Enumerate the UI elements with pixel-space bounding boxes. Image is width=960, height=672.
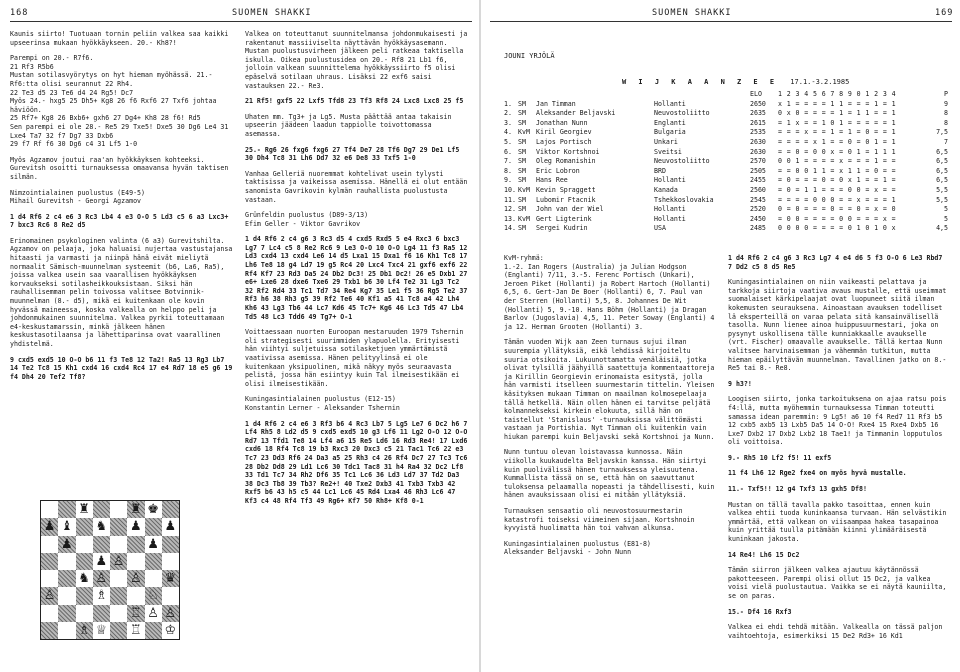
player-name: Lajos Portisch: [536, 137, 592, 146]
chess-piece-icon: [145, 622, 162, 639]
points: 8: [944, 109, 948, 118]
chess-piece-icon: [41, 622, 58, 639]
player-name: Viktor Kortshnoi: [536, 147, 600, 156]
chess-piece-icon: [76, 518, 93, 535]
chess-piece-icon: ♖: [130, 605, 142, 621]
table-row: [504, 100, 950, 110]
chess-piece-icon: [127, 536, 144, 553]
board-square-f5: [127, 553, 144, 570]
chess-piece-icon: [76, 536, 93, 553]
board-square-e5: [110, 553, 127, 570]
paragraph: Turnauksen sensaatio oli neuvostosuurmestarin katastrofi toiseksi viimeinen sijaan. Kortshnoin kyvyistä huolimatta hän toi vahvan alkunsa.: [504, 507, 695, 533]
paragraph: Loogisen siirto, jonka tarkoituksena on ajaa ratsu pois f4:llä, mutta myöhemmin turnauksessa Timman toteutti samassa idean paremmin: 9 Lg5! a6 10 f4 Red7 11 Rf3 b5 12 cxb5 axb5 13 Lxb5 Da5 14 O-O! Rxe4 15 Rxe4 Dxb5 16 Lxe7 Dxb2 17 Dxb2 Lxb2 18 Tae1! ja Timmanin lopputulos oli voittoisa.: [728, 395, 947, 447]
board-square-b8: [58, 501, 75, 518]
results-grid: x 1 = = = = 1 1 = = = 1 = 1: [778, 99, 896, 108]
elo: 2450: [750, 214, 766, 223]
points-label: P: [944, 90, 948, 98]
board-square-h6: [162, 536, 179, 553]
chess-piece-icon: ♗: [95, 588, 108, 604]
elo: 2545: [750, 195, 766, 204]
points: 8: [944, 118, 948, 127]
board-square-g7: [145, 518, 162, 535]
player-name: Hans Ree: [536, 176, 568, 185]
chess-piece-icon: [110, 501, 127, 518]
board-square-a2: [41, 605, 58, 622]
elo: 2650: [750, 99, 766, 108]
chess-piece-icon: [110, 622, 127, 639]
rank: 6.: [504, 147, 512, 156]
board-square-f7: [127, 518, 144, 535]
paragraph: Nunn tuntuu olevan loistavassa kunnossa. Näin viikolla kuukaudelta Beljavskin kanssa. Hän siirtyi kuin puolivälissä hänen turnauksessa yleisuutena. Kummallista tässä on se, että hän on saavuttanut tuloksensa pelaamalla nopeasti ja tähdellisesti, kuin hänen avauksissaan olisi ei mitään yllätyksiä.: [504, 448, 715, 500]
points: 6,5: [936, 176, 948, 185]
board-square-h3: [162, 587, 179, 604]
player-name: Oleg Romanishin: [536, 157, 596, 166]
chess-piece-icon: ♟: [130, 519, 142, 535]
board-square-g6: [145, 536, 162, 553]
title: KvM: [518, 128, 530, 137]
board-square-b4: [58, 570, 75, 587]
country: Hollanti: [654, 176, 686, 185]
article-column-4: [728, 254, 950, 666]
board-square-f8: [127, 501, 144, 518]
chess-piece-icon: [110, 570, 127, 587]
chess-piece-icon: ♙: [95, 571, 108, 587]
chess-piece-icon: [93, 605, 110, 622]
chess-piece-icon: [58, 501, 75, 518]
board-square-e4: [110, 570, 127, 587]
points: 6,5: [936, 147, 948, 156]
chess-piece-icon: ♙: [130, 571, 142, 587]
title: SM: [518, 99, 526, 108]
board-square-e3: [110, 587, 127, 604]
title: SM: [518, 176, 526, 185]
paragraph: Kaunis siirto! Tuotuaan tornin peliin valkea saa kaikki upseerinsa mukaan hyökkäykseen. 20.- Kh8?!: [10, 30, 229, 47]
country: Hollanti: [654, 205, 686, 214]
player-name: Lubomir Ftacnik: [536, 195, 596, 204]
paragraph: 15.- Df4 16 Rxf3: [728, 607, 792, 616]
board-square-f3: [127, 587, 144, 604]
board-square-g2: [145, 605, 162, 622]
running-header-right: SUOMEN SHAKKI: [652, 8, 732, 18]
chess-piece-icon: [41, 501, 58, 518]
chess-piece-icon: [127, 587, 144, 604]
board-square-h2: [162, 605, 179, 622]
paragraph: Grünfeldin puolustus (D89-3/13) Efim Geller - Viktor Gavrikov: [245, 211, 369, 228]
chess-piece-icon: [162, 553, 179, 570]
paragraph: 11.- Txf5!! 12 g4 Txf3 13 gxh5 Df8!: [728, 485, 867, 494]
table-row: [504, 109, 950, 119]
results-grid: 0 = 0 = = = 0 = = 0 = x = 0: [778, 205, 896, 214]
paragraph: Myös Agzamov joutui raa'an hyökkäyksen kohteeksi. Gurevitsh osoitti turnauksessa omaavansa hyvän taktisen silmän.: [10, 155, 229, 181]
paragraph: Kuningasintialainen on niin vaikeasti pelattava ja tarkkoja siirtoja vaativa avaus mustalle, että useimmat suomalaiset kärkipelaajat ovat luopuneet siitä ilman kokemusten seurauksena. Ainoastaan avauksen todelliset lä eksperteillä on varaa pelata sitä kansainvälisellä tasolla. Nunn lienee ainoa huippusuurmestari, joka on pysynyt uskollisena tälle kunniakkaalle avaukselle (vrt. Fischer) omaavalle avaukselle. Tällä kertaa Nunn valitsee harvinaisemman ja vähemmän tutkitun, mutta hieman epäilyttävän muunnelman. Tavallinen jatko on 8.- Re5 tai 8.- Re8.: [728, 278, 947, 373]
points: 6,5: [936, 166, 948, 175]
elo: 2635: [750, 109, 766, 118]
board-square-c5: [76, 553, 93, 570]
board-square-a3: [41, 587, 58, 604]
player-name: Aleksander Beljavski: [536, 109, 616, 118]
country: Neuvostoliitto: [654, 157, 710, 166]
chess-piece-icon: ♕: [95, 622, 108, 638]
chess-diagram: [40, 500, 180, 640]
grid-header: 1 2 3 4 5 6 7 8 9 0 1 2 3 4: [778, 90, 896, 98]
country: USA: [654, 224, 666, 233]
points: 7: [944, 137, 948, 146]
board-square-b3: [58, 587, 75, 604]
results-grid: 0 x 0 = = = = 1 = 1 1 = = 1: [778, 109, 896, 118]
board-square-d6: [93, 536, 110, 553]
chess-piece-icon: [41, 605, 58, 622]
player-name: Jonathan Nunn: [536, 118, 588, 127]
player-name: Jan Timman: [536, 99, 576, 108]
chess-piece-icon: [41, 536, 58, 553]
paragraph: 1 d4 Rf6 2 c4 g6 3 Rc3 d5 4 cxd5 Rxd5 5 e4 Rxc3 6 bxc3 Lg7 7 Lc4 c5 8 Re2 Rc6 9 Le3 O-O 10 O-O Lg4 11 f3 Ra5 12 Ld3 cxd4 13 cxd4 Le6 14 d5 Lxa1 15 Dxa1 f6 16 Kh1 Tc8 17 Lh6 Te8 18 g4 Ld7 19 g5 Rc4 20 Lxc4 Txc4 21 gxf6 exf6 22 Rf4 Kf7 23 Rd3 Da5 24 Db2 Dc3! 25 Db1 Dc2! 26 e5 Dxb1 27 e6+ Lxe6 28 dxe6 Txe6 29 Txb1 b6 30 Lf4 Te2 31 Lg3 Tc2 32 Rf2 Rd4 33 Tc1 Td7 34 Re4 Kg7 35 Le1 f5 36 Rg5 Te2 37 Rf3 h6 38 Rh3 g5 39 Rf2 Te6 40 Kf1 a5 41 Tc8 a4 42 Lh4 Kh6 43 Lg3 Tb6 44 Lc7 Kd6 45 Tc7+ Kg6 46 Lc3 Td5 47 Lb4 Td5 48 Lc3 Tdd6 49 Tg7+ O-1: [245, 235, 468, 321]
chess-piece-icon: [58, 587, 75, 604]
paragraph: 9 h3?!: [728, 379, 752, 388]
table-row: [504, 215, 950, 225]
chess-piece-icon: [76, 587, 93, 604]
chess-piece-icon: ♜: [130, 502, 142, 518]
results-grid: 0 0 1 = = = = x = = = 1 = =: [778, 157, 896, 166]
chess-piece-icon: [58, 605, 75, 622]
tournament-heading: [622, 78, 849, 86]
elo: 2615: [750, 118, 766, 127]
title: SM: [518, 109, 526, 118]
rank: 8.: [504, 166, 512, 175]
chess-piece-icon: ♞: [78, 571, 90, 587]
paragraph: Parempi on 20.- R7f6. 21 Rf3 R5b6 Mustan sotilasvyörytys on hyt hieman myöhässä. 21.- Rf6:tta olisi seurannut 22 Rh4. 22 Te3 d5 23 Te6 d4 24 Rg5! Dc7 Myös 24.- hxg5 25 Dh5+ Kg8 26 f6 Rxf6 27 Txf6 johtaa häviöön. 25 Rf7+ Kg8 26 Bxb6+ gxh6 27 Dg4+ Kh8 28 f6! Rd5 Sen parempi ei ole 28.- Re5 29 Txe5! Dxe5 30 Dg6 Le4 31 Lxe4 Ta7 32 f7 Dg7 33 Dxb6 29 f7 Rf f6 30 Dg6 c4 31 Lf5 1-0: [10, 54, 229, 149]
board-square-c7: [76, 518, 93, 535]
chess-piece-icon: [162, 501, 179, 518]
country: Tshekkoslovakia: [654, 195, 714, 204]
chess-piece-icon: [58, 570, 75, 587]
points: 5,5: [936, 195, 948, 204]
chess-piece-icon: [41, 570, 58, 587]
chess-piece-icon: ♟: [43, 519, 56, 535]
country: Hollanti: [654, 99, 686, 108]
player-name: Gert Ligterink: [536, 214, 592, 223]
board-square-c8: [76, 501, 93, 518]
results-grid: = = = = 0 0 0 = = x = = = 1: [778, 195, 896, 204]
elo: 2630: [750, 147, 766, 156]
results-grid: = = = x = = 1 = 1 = 0 = = 1: [778, 128, 896, 137]
paragraph: Vanhaa Gelleriä nuoremmat kohtelivat usein tylysti taktisissa ja vaikeissa asemissa. Hänellä ei olut entään sanomista Gavrikovin kylmän rauhallista puolustusta vastaan.: [245, 169, 468, 204]
chess-piece-icon: ♙: [147, 605, 159, 621]
paragraph: Mustan on tällä tavalla pakko tasoittaa, ennen kuin valkea ehtii tuoda kuninkaansa turvaan. Hän selvästikin ymmärtää, että valkean on viisaampaa hakea tasapainoa kuin yrittää tuulla pitämään kiinni ylimääräisestä kuninkaan jakosta.: [728, 500, 947, 544]
elo: 2520: [750, 205, 766, 214]
chess-piece-icon: ♙: [43, 588, 56, 604]
paragraph: 14 Re4! Lh6 15 Dc2: [728, 550, 800, 559]
chess-piece-icon: ♛: [164, 571, 177, 587]
points: 7,5: [936, 128, 948, 137]
player-name: Eric Lobron: [536, 166, 580, 175]
title: KvM: [518, 185, 530, 194]
paragraph: 1 d4 Rf6 2 c4 g6 3 Rc3 Lg7 4 e4 d6 5 f3 O-O 6 Le3 Rbd7 7 Dd2 c5 8 d5 Re5: [728, 254, 943, 271]
paragraph: Valkea ei ehdi tehdä mitään. Valkealla on tässä paljon vaihtoehtoja, esimerkiksi 15 De2 Rd3+ 16 Kd1: [728, 623, 943, 640]
board-square-d8: [93, 501, 110, 518]
chess-piece-icon: [76, 605, 93, 622]
results-grid: = = = = x 1 = = 0 = 0 1 = 1: [778, 137, 896, 146]
table-row: [504, 119, 950, 129]
elo: 2630: [750, 137, 766, 146]
results-grid: = 0 = = = 0 = 0 x 1 = = 1 =: [778, 176, 896, 185]
chess-piece-icon: [145, 570, 162, 587]
player-name: Kevin Spraggett: [536, 185, 596, 194]
board-square-b7: [58, 518, 75, 535]
board-square-a8: [41, 501, 58, 518]
paragraph: Kuningasintialainen puolustus (E12-15) Konstantin Lerner - Aleksander Tshernin: [245, 395, 400, 412]
board-square-e2: [110, 605, 127, 622]
board-square-c2: [76, 605, 93, 622]
paragraph: Erinomainen psykologinen valinta (6 a3) Gurevitshilta. Agzamov on pelaaja, joka haluaisi nujertaa vastustajansa hitaasti ja varmasti ja niinpä hänä eivät mieliytä normaalit Sämisch-muunnelman systeemit (b6, La6, Ra5), joissa valkea usein saa vaarallisen hyökkäyksen korvaukseksi sotilasheikkouksistaan. Siksi hän rauhallisemman pelin toivossa valitsee Botvinnik-muunnelman (8.- d5), mikä ei kuitenkaan ole kovin hyvässä maineessa, koska valkealla on helppo peli ja johdonmukainen suunnitelma. Valkea pyrkii toteuttamaan e4-keskustamarssin, minkä jälkeen hänen keskustasotilaansa ja lähettiparinsa ovat vaarallinen yhdistelmä.: [10, 236, 233, 348]
chess-piece-icon: ♟: [164, 519, 177, 535]
paragraph: Voittaessaan nuorten Euroopan mestaruuden 1979 Tshernin oli strategisesti suurimmiden ylapuolella. Erityisesti hän viihtyi suljetuissa sotilasketjuen ymmärtämistä vaativissa asemissa. Hänen pelityylinsä ei ole kuitenkaan yksipuolinen, mikä näkyy myös seuraavasta pelistä, jossa hän esiintyy kuin Tal ilmeisestikään ei olisi ilmeisestikään.: [245, 328, 464, 388]
chess-piece-icon: [162, 536, 179, 553]
title: SM: [518, 118, 526, 127]
board-square-g1: [145, 622, 162, 639]
board-square-e7: [110, 518, 127, 535]
board-square-d2: [93, 605, 110, 622]
title: SM: [518, 157, 526, 166]
board-square-g3: [145, 587, 162, 604]
board-square-b1: [58, 622, 75, 639]
table-row: [504, 186, 950, 196]
elo: 2535: [750, 128, 766, 137]
results-grid: = 0 = 1 1 = = = 0 0 = x = =: [778, 185, 896, 194]
rank: 1.: [504, 99, 512, 108]
chess-piece-icon: [110, 536, 127, 553]
elo: 2455: [750, 176, 766, 185]
board-square-h4: [162, 570, 179, 587]
results-grid: = = 0 0 1 1 = x 1 1 = 0 = =: [778, 166, 896, 175]
rank: 10.: [504, 185, 516, 194]
chess-piece-icon: [58, 622, 75, 639]
header-rule-right: [490, 21, 952, 22]
chess-piece-icon: ♟: [147, 536, 159, 552]
chess-piece-icon: [145, 518, 162, 535]
chess-piece-icon: [76, 553, 93, 570]
paragraph: 9 cxd5 exd5 10 O-O b6 11 f3 Te8 12 Ta2! Ra5 13 Rg3 Lb7 14 Te2 Tc8 15 Kh1 cxd4 16 cxd4 Rc4 17 e4 Rd7 18 e5 g6 19 f4 Dh4 20 Tef2 Tf8?: [10, 355, 233, 381]
rank: 13.: [504, 214, 516, 223]
chess-piece-icon: ♞: [95, 519, 108, 535]
elo: 2485: [750, 224, 766, 233]
chess-piece-icon: [41, 553, 58, 570]
board-square-d1: [93, 622, 110, 639]
board-square-b2: [58, 605, 75, 622]
table-row: [504, 138, 950, 148]
board-square-h7: [162, 518, 179, 535]
elo: 2505: [750, 166, 766, 175]
points: 5,5: [936, 185, 948, 194]
board-square-d7: [93, 518, 110, 535]
chess-piece-icon: [110, 587, 127, 604]
crosstable-header: [504, 90, 950, 100]
title: SM: [518, 147, 526, 156]
country: Neuvostoliitto: [654, 109, 710, 118]
rank: 14.: [504, 224, 516, 233]
paragraph: 21 Rf5! gxf5 22 Lxf5 Tfd8 23 Tf3 Rf8 24 Lxc8 Lxc8 25 f5: [245, 97, 464, 106]
elo: 2560: [750, 185, 766, 194]
chess-piece-icon: [162, 587, 179, 604]
paragraph: Uhaten mm. Tg3+ ja Lg5. Musta päättää antaa takaisin upseerin jäädeen laadun tappiolle toivottomassa asemassa.: [245, 112, 452, 138]
rank: 9.: [504, 176, 512, 185]
board-square-c3: [76, 587, 93, 604]
paragraph: Tämän vuoden Wijk aan Zeen turnaus sujui ilman suurempia yllätyksiä, eikä lehdissä kirjoiteltu suuria otsikoita. Lukuunottamatta venäläisiä, jotka olivat tylsillä jäähyillä saatettuja kommentaattoreja ja Kirillin Georgievin erinomaista esitystä, jolla hän varmisti itselleen suurmestarin tittelin. Yleisen käsityksen mukaan Timman on maailman kolmosepelaaja tällä hetkellä. Näin ollen hänen ei tarvitse peljätä kolmannekseksi kirkein elokuuta, sillä hän on taistellut 'Stanislaus' -turnauksissa välittömästi vastaan ja Portishia. Nyt Timman oli kuitenkin vain hiukan parempi kuin Beljavski sekä Kortshnoi ja Nunn.: [504, 338, 715, 441]
paragraph: Valkea on toteuttanut suunnitelmansa johdonmukaisesti ja rakentanut massiiviselta näyttävän hyökkäysasemann. Mustan puolustusvirheen jälkeen peli ratkeaa taktisella iskulla. Oikea puolustusidea on 20.- Rf8 21 Lb1 f6, jolloin valkean suunnittelema hyökkäyssiirto f5 olisi epäselvä sotilaan uhraus. Lisäksi 22 exf6 saisi vastauksen 22.- Re3.: [245, 30, 468, 90]
title: SM: [518, 137, 526, 146]
points: 4,5: [936, 224, 948, 233]
title: SM: [518, 205, 526, 214]
board-square-g4: [145, 570, 162, 587]
paragraph: Tämän siirron jälkeen valkea ajautuu käytännössä pakotteeseen. Parempi olisi ollut 15 Dc2, ja valkea voisi vielä puolustautua. Vaikka se ei näytä kauniilta, se on paras.: [728, 566, 947, 600]
board-square-a1: [41, 622, 58, 639]
points: 5: [944, 214, 948, 223]
elo-label: ELO: [750, 90, 762, 98]
title: SM: [518, 195, 526, 204]
board-square-g5: [145, 553, 162, 570]
board-square-h8: [162, 501, 179, 518]
player-name: Kiril Georgiev: [536, 128, 592, 137]
country: Bulgaria: [654, 128, 686, 137]
chess-piece-icon: ♟: [95, 553, 108, 569]
article-column-1: [10, 30, 235, 440]
paragraph: 9.- Rh5 10 Lf2 f5! 11 exf5: [728, 453, 832, 462]
board-square-b5: [58, 553, 75, 570]
title: SM: [518, 224, 526, 233]
board-square-d3: [93, 587, 110, 604]
rank: 12.: [504, 205, 516, 214]
rank: 2.: [504, 109, 512, 118]
chess-piece-icon: ♟: [61, 536, 73, 552]
title: SM: [518, 166, 526, 175]
chess-piece-icon: ♜: [78, 502, 90, 518]
board-square-c1: [76, 622, 93, 639]
board-square-e6: [110, 536, 127, 553]
paragraph: Kuningasintialainen puolustus (E81-8) Aleksander Beljavski - John Nunn: [504, 539, 651, 557]
board-square-a7: [41, 518, 58, 535]
results-grid: 0 0 0 0 = = = = 0 1 0 1 0 x: [778, 224, 896, 233]
crosstable: [504, 90, 950, 234]
chess-piece-icon: [110, 605, 127, 622]
board-square-f2: [127, 605, 144, 622]
chess-piece-icon: ♔: [164, 622, 177, 638]
board-square-a6: [41, 536, 58, 553]
paragraph: 1 d4 Rf6 2 c4 e6 3 Rf3 b6 4 Rc3 Lb7 5 Lg5 Le7 6 Dc2 h6 7 Lf4 Rh5 8 Ld2 d5 9 cxd5 exd5 10 g3 Lf6 11 Lg2 O-O 12 O-O Rd7 13 Tfd1 Te8 14 Lf4 a6 15 Re5 Ld6 16 Rd3 Re4! 17 Lxd6 cxd6 18 Rf4 Tc8 19 b3 Rxc3 20 Dxc3 c5 21 Tac1 Tc6 22 e3 Tc7 23 Dd3 Rf6 24 Da3 a5 25 Rh3 c4 26 Rf4 Dc7 27 Tc3 Tc6 28 Db2 Dd8 29 Ld1 Lc6 30 Tdc1 Tac8 31 h4 Ra4 32 Dc2 Lf8 33 Td1 Tc7 34 Rh2 Df6 35 Tc1 Lc6 36 Ld3 Ld7 37 Td2 Da3 38 Dc3 Tb8 39 Tb3? Re2+! 40 Txe2 Dxb3 41 Txb3 Txb3 42 Rxf5 b6 43 h5 c5 44 Lc1 Lc6 45 Rd4 Lxa4 46 Rh3 Lc6 47 Kf3 c4 48 Rf4 Tf3 49 Rg6+ Kf7 50 Rh8+ Kf8 0-1: [245, 419, 468, 505]
chess-piece-icon: ♚: [147, 502, 159, 518]
paragraph: 1 d4 Rf6 2 c4 e6 3 Rc3 Lb4 4 e3 O-O 5 Ld3 c5 6 a3 Lxc3+ 7 bxc3 Rc6 8 Re2 d5: [10, 212, 229, 230]
page-number-left: 168: [10, 8, 29, 18]
chess-piece-icon: [145, 553, 162, 570]
board-square-e1: [110, 622, 127, 639]
board-square-f6: [127, 536, 144, 553]
results-grid: = 0 0 = = = = 0 0 = = = x =: [778, 214, 896, 223]
board-square-e8: [110, 501, 127, 518]
board-square-c4: [76, 570, 93, 587]
paragraph: 25.- Rg6 26 fxg6 fxg6 27 Tf4 De7 28 Tf6 Dg7 29 De1 Lf5 30 Dh4 Tc8 31 Lh6 Dd7 32 e6 De8 33 Txf5 1-0: [245, 145, 460, 163]
chess-piece-icon: ♙: [164, 605, 177, 621]
rank: 3.: [504, 118, 512, 127]
title: KvM: [518, 214, 530, 223]
board-square-g8: [145, 501, 162, 518]
elo: 2570: [750, 157, 766, 166]
group-title: JOUNI YRJÖLÄ: [504, 52, 555, 60]
board-square-d4: [93, 570, 110, 587]
player-name: Sergei Kudrin: [536, 224, 588, 233]
points: 5: [944, 205, 948, 214]
rank: 7.: [504, 157, 512, 166]
table-row: [504, 167, 950, 177]
table-row: [504, 176, 950, 186]
board-square-h1: [162, 622, 179, 639]
header-rule-left: [10, 21, 472, 22]
article-column-3: [504, 254, 716, 666]
player-name: John van der Wiel: [536, 205, 604, 214]
table-row: [504, 224, 950, 234]
table-row: [504, 157, 950, 167]
article-column-2: [245, 30, 470, 664]
board-square-d5: [93, 553, 110, 570]
chess-piece-icon: [127, 553, 144, 570]
rank: 11.: [504, 195, 516, 204]
tournament-dates: 17.1.-3.2.1985: [790, 78, 850, 86]
chess-piece-icon: [93, 501, 110, 518]
table-row: [504, 148, 950, 158]
board-square-a4: [41, 570, 58, 587]
table-row: [504, 128, 950, 138]
right-page: [480, 0, 960, 672]
rank: 4.: [504, 128, 512, 137]
chess-piece-icon: ♙: [112, 553, 125, 569]
board-square-a5: [41, 553, 58, 570]
chess-piece-icon: [93, 536, 110, 553]
country: Unkari: [654, 137, 678, 146]
table-row: [504, 205, 950, 215]
points: 9: [944, 99, 948, 108]
board-square-c6: [76, 536, 93, 553]
country: BRD: [654, 166, 666, 175]
country: Englanti: [654, 118, 686, 127]
country: Kanada: [654, 185, 678, 194]
chess-piece-icon: ♗: [78, 622, 90, 638]
paragraph: Nimzointialainen puolustus (E49-5) Mihail Gurevitsh - Georgi Agzamov: [10, 188, 145, 206]
rank: 5.: [504, 137, 512, 146]
paragraph: KvM-ryhmä: 1.-2. Ian Rogers (Australia) ja Julian Hodgson (Englanti) 7/11, 3.-5. Ferenc Portisch (Unkari), Jeroen Piket (Hollanti) ja Robert Hartoch (Hollanti) 6,5, 6. Gert-Jan De Boer (Hollanti) 6, 7. Paul van der Sterren (Hollanti) 5,5, 8. Johannes De Wit (Hollanti) 5, 9.-10. Hans Böhm (Hollanti) ja Dragan Barlov (Jugoslavia) 4,5, 11. Peter Soway (Englanti) 4 ja 12. Herman Grooten (Hollanti) 3.: [504, 254, 715, 331]
page-number-right: 169: [935, 8, 954, 18]
points: 6,5: [936, 157, 948, 166]
board-square-f4: [127, 570, 144, 587]
country: Sveitsi: [654, 147, 682, 156]
table-row: [504, 196, 950, 206]
chess-piece-icon: [110, 518, 127, 535]
country: Hollanti: [654, 214, 686, 223]
chess-piece-icon: ♘: [147, 588, 159, 604]
chess-piece-icon: ♝: [61, 519, 73, 535]
board-square-b6: [58, 536, 75, 553]
paragraph: 11 f4 Lh6 12 Rge2 fxe4 on myös hyvä mustalle.: [728, 469, 907, 478]
running-header-left: SUOMEN SHAKKI: [232, 8, 312, 18]
chess-piece-icon: [58, 553, 75, 570]
chess-piece-icon: ♖: [130, 622, 142, 638]
tournament-name: W I J K A A N Z E E: [622, 78, 779, 86]
results-grid: = = 0 = 0 0 x = 0 1 = 1 1 1: [778, 147, 896, 156]
board-square-h5: [162, 553, 179, 570]
board-square-f1: [127, 622, 144, 639]
results-grid: = 1 x = = 1 0 1 = = = = = 1: [778, 118, 896, 127]
